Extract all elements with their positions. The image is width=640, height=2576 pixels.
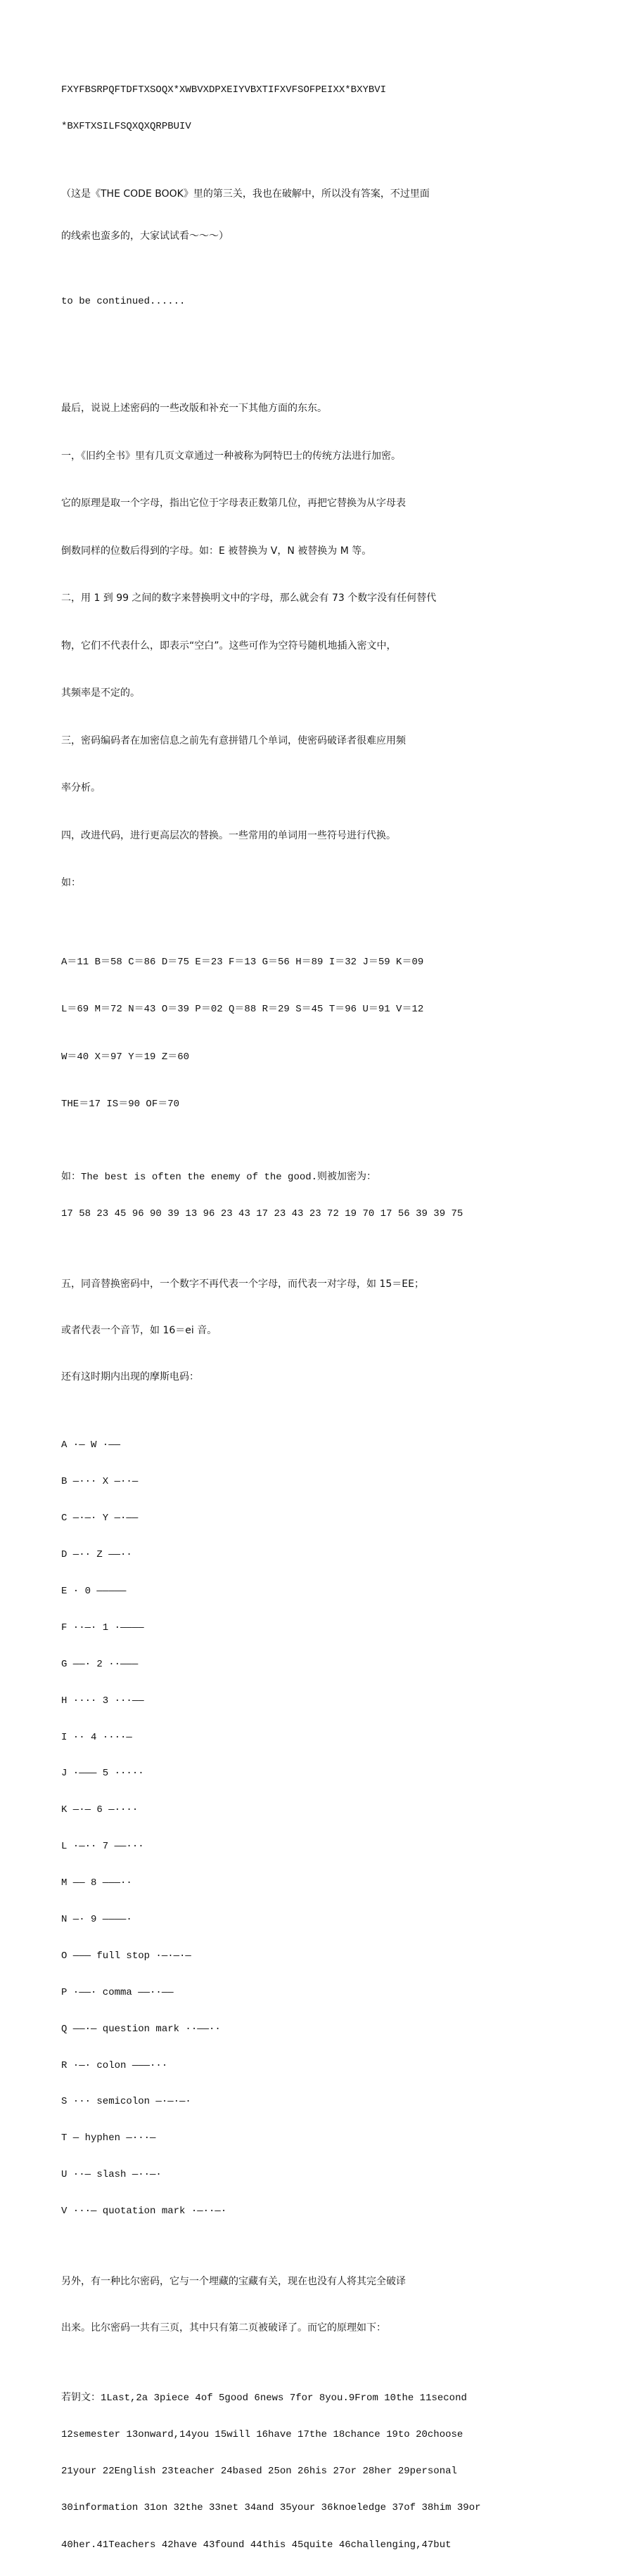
paragraph: 它的原理是取一个字母，指出它位于字母表正数第几位，再把它替换为从字母表 <box>61 498 406 510</box>
paragraph: 二，用 1 到 99 之间的数字来替换明文中的字母，那么就会有 73 个数字没有任何替代 <box>61 593 437 604</box>
key-line: 40her.41Teachers 42have 43found 44this 45quite 46challenging,47but <box>61 2539 452 2551</box>
mapping-line: W＝40 X＝97 Y＝19 Z＝60 <box>61 1051 190 1063</box>
beale-key-text <box>61 2368 624 2576</box>
example-section <box>61 1147 624 1245</box>
paragraph: 或者代表一个音节，如 16＝ei 音。 <box>61 1324 217 1336</box>
key-line: 若钥文：1Last,2a 3piece 4of 5good 6news 7for 8you.9From 10the 11second <box>61 2392 467 2404</box>
document-page <box>61 60 624 2576</box>
mapping-line: L＝69 M＝72 N＝43 O＝39 P＝02 Q＝88 R＝29 S＝45 T＝96 U＝91 V＝12 <box>61 1004 424 1016</box>
morse-row: P ·——· comma ——··—— <box>61 1986 174 1998</box>
morse-row: O ——— full stop ·—·—·— <box>61 1950 191 1962</box>
morse-row: K —·— 6 —···· <box>61 1804 139 1816</box>
substitution-table <box>61 923 624 1144</box>
key-line: 21your 22English 23teacher 24based 25on 26his 27or 28her 29personal <box>61 2466 457 2478</box>
morse-row: H ···· 3 ···—— <box>61 1695 144 1707</box>
morse-row: D —·· Z ——·· <box>61 1549 132 1561</box>
morse-row: E · 0 ————— <box>61 1585 127 1597</box>
paragraph: 率分析。 <box>61 782 101 794</box>
to-be-continued: to be continued...... <box>61 296 186 308</box>
spacer <box>61 332 624 369</box>
example-cipher: 17 58 23 45 96 90 39 13 96 23 43 17 23 43 23 72 19 70 17 56 39 39 75 <box>61 1208 463 1220</box>
morse-row: J ·——— 5 ····· <box>61 1768 144 1780</box>
morse-row: U ··— slash —··—· <box>61 2169 162 2181</box>
morse-code-list <box>61 1416 624 2242</box>
paragraph: 另外，有一种比尔密码，它与一个埋藏的宝藏有关，现在也没有人将其完全破译 <box>61 2275 406 2287</box>
note-line-1: （这是《THE CODE BOOK》里的第三关，我也在破解中，所以没有答案，不过里面 <box>61 188 430 200</box>
mapping-line: A＝11 B＝58 C＝86 D＝75 E＝23 F＝13 G＝56 H＝89 I＝32 J＝59 K＝09 <box>61 956 424 968</box>
key-line: 12semester 13onward,14you 15will 16have 17the 18chance 19to 20choose <box>61 2429 463 2440</box>
paragraph: 其频率是不定的。 <box>61 687 140 699</box>
morse-row: N —· 9 ————· <box>61 1913 132 1925</box>
morse-row: F ··—· 1 ·———— <box>61 1622 144 1633</box>
paragraph: 如： <box>61 877 81 889</box>
body-section <box>61 369 624 923</box>
morse-row: L ·—·· 7 ——··· <box>61 1841 144 1853</box>
paragraph: 一，《旧约全书》里有几页文章通过一种被称为阿特巴士的传统方法进行加密。 <box>61 450 401 462</box>
paragraph: 三，密码编码者在加密信息之前先有意拼错几个单词，使密码破译者很难应用频 <box>61 734 406 746</box>
key-line: 30information 31on 32the 33net 34and 35your 36knoeledge 37of 38him 39or <box>61 2502 481 2514</box>
morse-row: V ···— quotation mark ·—··—· <box>61 2206 227 2218</box>
morse-row: I ·· 4 ····— <box>61 1731 132 1743</box>
mapping-line: THE＝17 IS＝90 OF＝70 <box>61 1099 180 1111</box>
morse-row: A ·— W ·—— <box>61 1439 121 1451</box>
paragraph: 四，改进代码，进行更高层次的替换。一些常用的单词用一些符号进行代换。 <box>61 829 396 841</box>
morse-row: R ·—· colon ———··· <box>61 2059 168 2071</box>
morse-row: M —— 8 ———·· <box>61 1877 132 1889</box>
morse-row: C —·—· Y —·—— <box>61 1513 139 1525</box>
morse-row: G ——· 2 ··——— <box>61 1658 139 1670</box>
morse-row: Q ——·— question mark ··——·· <box>61 2023 221 2035</box>
paragraph: 五，同音替换密码中，一个数字不再代表一个字母，而代表一对字母，如 15＝EE； <box>61 1278 424 1290</box>
cipher-line-2: *BXFTXSILFSQXQXQRPBUIV <box>61 121 191 133</box>
paragraph: 出来。比尔密码一共有三页，其中只有第二页被破译了。而它的原理如下： <box>61 2322 386 2334</box>
paragraph: 倒数同样的位数后得到的字母。如：E 被替换为 V，N 被替换为 M 等。 <box>61 545 372 557</box>
morse-row: B —··· X —··— <box>61 1476 139 1488</box>
beale-section <box>61 2243 624 2367</box>
cipher-line-1: FXYFBSRPQFTDFTXSOQX*XWBVXDPXEIYVBXTIFXVFSOFPEIXX*BXYBVI <box>61 84 387 96</box>
paragraph: 还有这时期内出现的摩斯电码： <box>61 1371 199 1383</box>
morse-row: T — hyphen —···— <box>61 2132 156 2144</box>
intro-note <box>61 159 624 271</box>
paragraph: 物，它们不代表什么，即表示“空白”。这些可作为空符号随机地插入密文中， <box>61 640 397 652</box>
example-line: 如：The best is often the enemy of the good.则被加密为： <box>61 1171 377 1183</box>
note-line-2: 的线索也蛮多的，大家试试看～～～） <box>61 231 229 242</box>
intro-cipher <box>61 60 624 157</box>
morse-row: S ··· semicolon —·—·—· <box>61 2096 191 2108</box>
paragraph: 最后，说说上述密码的一些改版和补充一下其他方面的东东。 <box>61 403 327 415</box>
